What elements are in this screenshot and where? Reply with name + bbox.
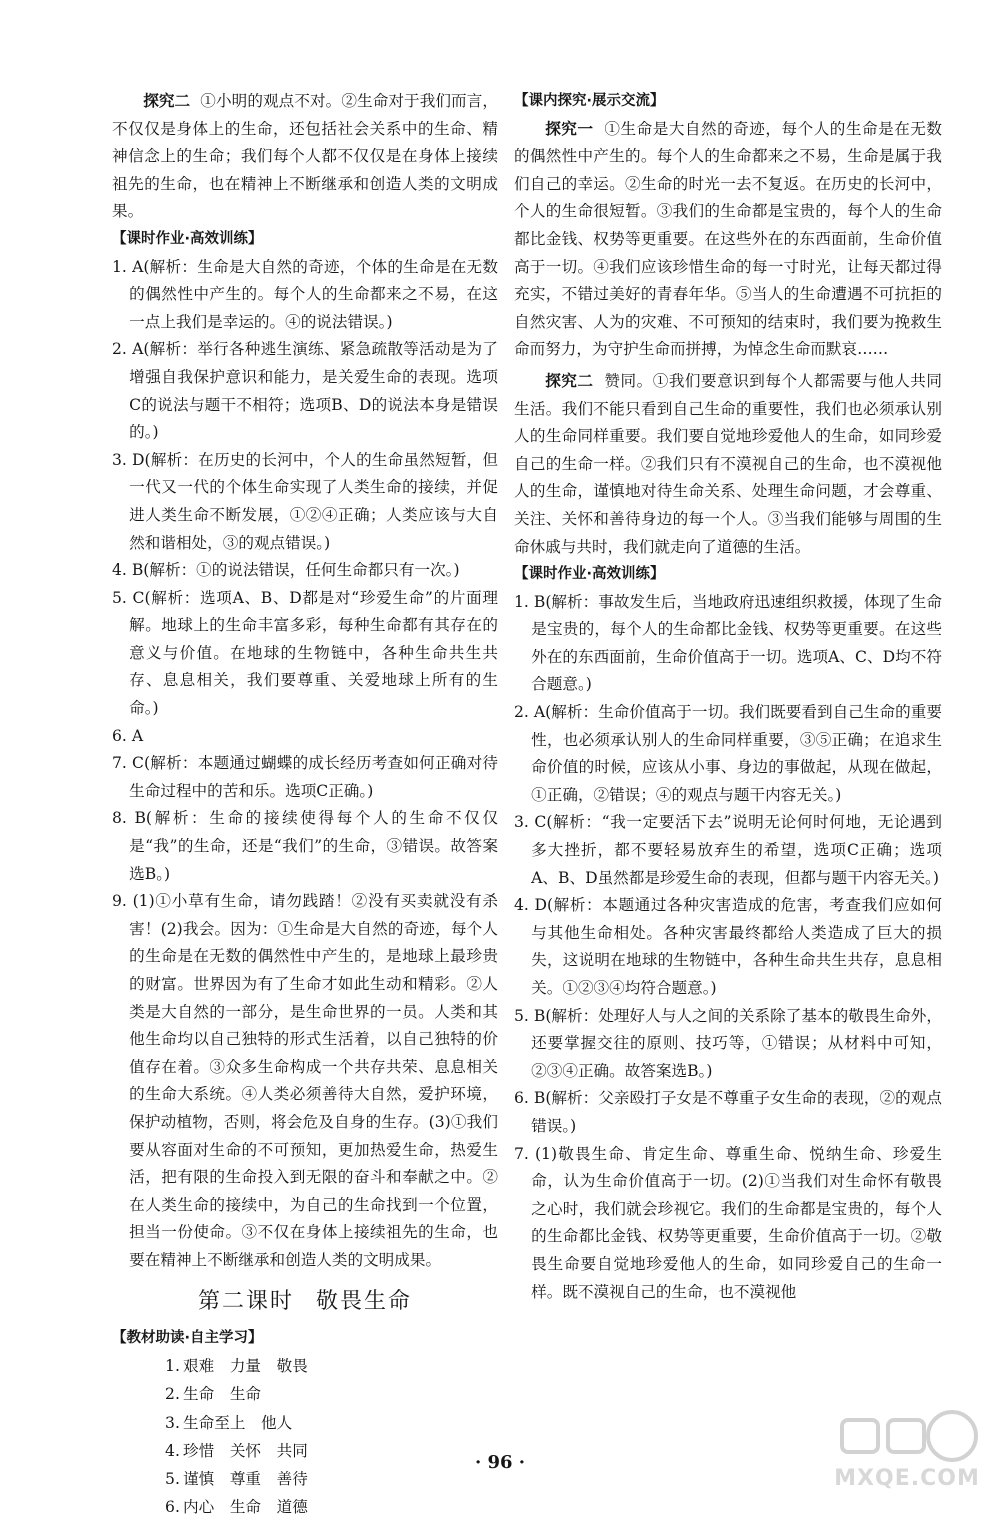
lesson-title [112,1285,498,1319]
keyword-num: 2. [165,1385,180,1404]
keyword-row [112,1352,498,1380]
keyword: 力量 [229,1357,262,1376]
left-column [112,88,498,1521]
keyword-num: 5. [165,1469,180,1488]
keyword: 善待 [276,1469,308,1488]
explore2-text: 赞同。①我们要意识到每个人都需要与他人共同生活。我们不能只看到自己生命的重要性，我们也必须承认别人的生命同样重要。我们要自觉地珍爱他人的生命，如同珍爱自己的生命一样。②我们只有不漠视自己的生命，也不漠视他人的生命，谨慎地对待生命关系、处理生命问题，才会尊重、关注、关怀和善待身边的每一个人。③当我们能够与周围的生命休戚与共时，我们就走向了道德的生活。 [514,371,942,556]
keyword: 道德 [276,1498,308,1517]
homework-header: 【课时作业·高效训练】 [112,230,263,247]
keyword: 珍惜 [183,1441,215,1460]
explore2-label: 探究二 [545,371,594,390]
lesson-title-part: 第二课时 [197,1288,294,1314]
answer-item: 1. A(解析：生命是大自然的奇迹，个体的生命是在无数的偶然性中产生的。每个人的生命都来之不易，在这一点上我们是幸运的。④的说法错误。) [112,257,498,331]
right-column [514,88,942,1306]
explore2-paragraph [112,88,498,226]
keyword: 谨慎 [183,1469,215,1488]
keyword: 生命 [183,1385,215,1404]
keyword: 他人 [261,1413,293,1432]
keyword: 生命至上 [183,1413,246,1432]
lesson-title-topic: 敬畏生命 [316,1288,413,1314]
keyword-row [112,1380,498,1408]
answer-item: 3. D(解析：在历史的长河中，个人的生命虽然短暂，但一代又一代的个体生命实现了人类生命的接续，并促进人类生命不断发展，①②④正确；人类应该与大自然和谐相处，③的观点错误。) [112,450,498,552]
answer-item: 6. A [112,726,144,745]
answer-item: 9. (1)①小草有生命，请勿践踏！②没有买卖就没有杀害！(2)我会。因为：①生命是大自然的奇迹，每个人的生命是在无数的偶然性中产生的，是地球上最珍贵的财富。世界因为有了生命才如此生动和精彩。②人类是大自然的一部分，是生命世界的一员。人类和其他生命均以自己独特的形式生活着，以自己独特的价值存在着。③众多生命构成一个共存共荣、息息相关的生命大系统。④人类必须善待大自然，爱护环境，保护动植物，否则，将会危及自身的生存。(3)①我们要从容面对生命的不可预知，更加热爱生命，热爱生活，把有限的生命投入到无限的奋斗和奉献之中。②在人类生命的接续中，为自己的生命找到一个位置，担当一份使命。③不仅在身体上接续祖先的生命，也要在精神上不断继承和创造人类的文明成果。 [112,892,498,1269]
explore1-paragraph [514,116,942,364]
answer-item: 6. B(解析：父亲殴打子女是不尊重子女生命的表现，②的观点错误。) [514,1089,942,1135]
study-header: 【教材助读·自主学习】 [112,1329,263,1346]
keyword-num: 3. [165,1413,180,1432]
page-number: · 96 · [474,1452,526,1473]
keyword-num: 4. [165,1441,180,1460]
keyword: 内心 [183,1498,215,1517]
keyword: 生命 [229,1385,262,1404]
keyword-row [112,1493,498,1521]
explore2-text: ①小明的观点不对。②生命对于我们而言，不仅仅是身体上的生命，还包括社会关系中的生命、精神信念上的生命；我们每个人都不仅仅是在身体上接续祖先的生命，也在精神上不断继承和创造人类的文明成果。 [112,92,498,221]
answer-item: 5. B(解析：处理好人与人之间的关系除了基本的敬畏生命外，还要掌握交往的原则、技巧等，①错误；从材料中可知，②③④正确。故答案选B。) [514,1006,942,1080]
keyword: 艰难 [183,1357,215,1376]
watermark-logo [832,1408,982,1496]
answer-item: 4. D(解析：本题通过各种灾害造成的危害，考查我们应如何与其他生命相处。各种灾害最终都给人类造成了巨大的损失，这说明在地球的生物链中，各种生命共生共存，息息相关。①②③④均符合题意。) [514,896,942,997]
explore2-paragraph [514,368,942,561]
keyword: 敬畏 [276,1357,308,1376]
answer-item: 4. B(解析：①的说法错误，任何生命都只有一次。) [112,561,460,580]
explore2-label: 探究二 [143,92,191,110]
answer-item: 3. C(解析：“我一定要活下去”说明无论何时何地，无论遇到多大挫折，都不要轻易放弃生的希望，选项C正确；选项A、B、D虽然都是珍爱生命的表现，但都与题干内容无关。) [514,813,942,887]
keyword: 关怀 [229,1441,262,1460]
answer-item: 2. A(解析：举行各种逃生演练、紧急疏散等活动是为了增强自我保护意识和能力，是关爱生命的表现。选项C的说法与题干不相符；选项B、D的说法本身是错误的。) [112,340,498,442]
watermark-text: MXQE.COM [834,1466,980,1491]
answer-item: 7. C(解析：本题通过蝴蝶的成长经历考查如何正确对待生命过程中的苦和乐。选项C正确。) [112,754,498,800]
keyword-row [112,1409,498,1437]
answer-item: 7. (1)敬畏生命、肯定生命、尊重生命、悦纳生命、珍爱生命，认为生命价值高于一切。(2)①当我们对生命怀有敬畏之心时，我们就会珍视它。我们的生命都是宝贵的，每个人的生命都比金钱、权势等更重要，生命价值高于一切。②敬畏生命要自觉地珍爱他人的生命，如同珍爱自己的生命一样。既不漠视自己的生命，也不漠视他 [514,1144,942,1301]
watermark-seal-icon [832,1408,982,1468]
keyword: 尊重 [229,1469,262,1488]
explore1-text: ①生命是大自然的奇迹，每个人的生命是在无数的偶然性中产生的。每个人的生命都来之不易，生命是属于我们自己的幸运。②生命的时光一去不复返。在历史的长河中，个人的生命很短暂。③我们的生命都是宝贵的，每个人的生命都比金钱、权势等更重要。在这些外在的东西面前，生命价值高于一切。④我们应该珍惜生命的每一寸时光，让每天都过得充实，不错过美好的青春年华。⑤当人的生命遭遇不可抗拒的自然灾害、人为的灾难、不可预知的结束时，我们要为挽救生命而努力，为守护生命而拼搏，为悼念生命而默哀…… [514,119,942,359]
homework-header: 【课时作业·高效训练】 [514,566,665,583]
answer-item: 1. B(解析：事故发生后，当地政府迅速组织救援，体现了生命是宝贵的，每个人的生命都比金钱、权势等更重要。在这些外在的东西面前，生命价值高于一切。选项A、C、D均不符合题意。) [514,592,942,694]
keyword: 生命 [229,1498,262,1517]
keyword-num: 1. [165,1357,180,1376]
answer-item: 2. A(解析：生命价值高于一切。我们既要看到自己生命的重要性，也必须承认别人的生命同样重要，③⑤正确；在追求生命价值的时候，应该从小事、身边的事做起，从现在做起，①正确，②错误；④的观点与题干内容无关。) [514,703,942,804]
keyword-num: 6. [165,1498,180,1517]
inclass-header: 【课内探究·展示交流】 [514,93,665,109]
answer-item: 8. B(解析：生命的接续使得每个人的生命不仅仅是“我”的生命，还是“我们”的生命，③错误。故答案选B。) [112,809,498,883]
keyword: 共同 [276,1441,308,1460]
explore1-label: 探究一 [545,119,594,138]
answer-item: 5. C(解析：选项A、B、D都是对“珍爱生命”的片面理解。地球上的生命丰富多彩，每种生命都有其存在的意义与价值。在地球的生物链中，各种生命共生共存、息息相关，我们要尊重、关爱地球上所有的生命。) [112,588,498,718]
